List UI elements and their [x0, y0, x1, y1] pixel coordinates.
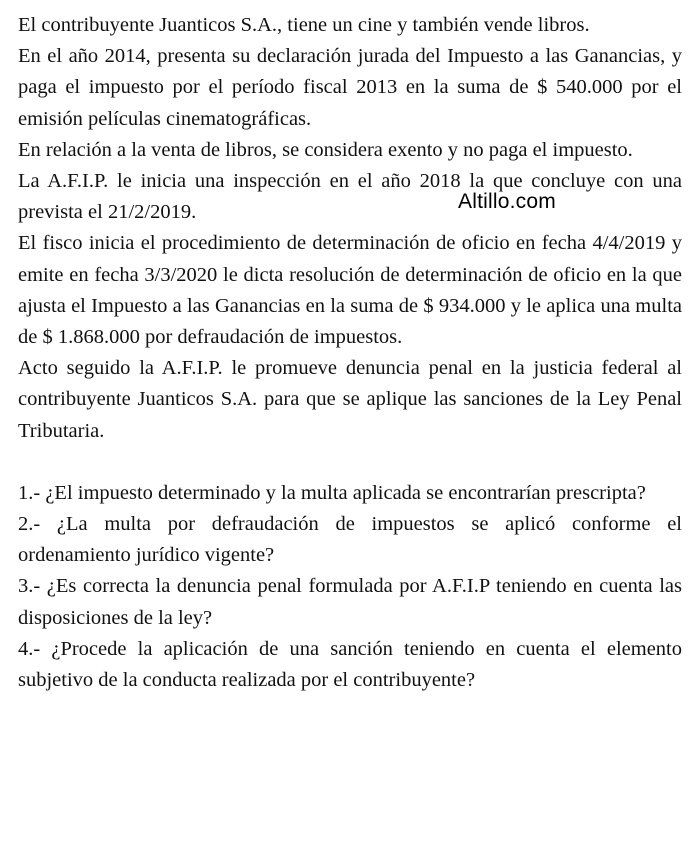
- paragraph-books-exempt: En relación a la venta de libros, se considera exento y no paga el impuesto.: [18, 138, 633, 161]
- question-3: 3.- ¿Es correcta la denuncia penal formulada por A.F.I.P teniendo en cuenta las disposiciones de la ley?: [18, 575, 682, 629]
- question-1: 1.- ¿El impuesto determinado y la multa aplicada se encontrarían prescripta?: [18, 481, 646, 504]
- question-2: 2.- ¿La multa por defraudación de impuestos se aplicó conforme el ordenamiento jurídico vigente?: [18, 513, 682, 567]
- paragraph-declaration: En el año 2014, presenta su declaración jurada del Impuesto a las Ganancias, y paga el impuesto por el período fiscal 2013 en la suma de $ 540.000 por el emisión películas cinematográficas.: [18, 45, 682, 130]
- paragraph-determination: El fisco inicia el procedimiento de determinación de oficio en fecha 4/4/2019 y emite en fecha 3/3/2020 le dicta resolución de determinación de oficio en la que ajusta el Impuesto a las Ganancias en la suma de $ 934.000 y le aplica una multa de $ 1.868.000 por defraudación de impuestos.: [18, 232, 682, 349]
- paragraph-inspection: La A.F.I.P. le inicia una inspección en el año 2018 la que concluye con una prevista el 21/2/2019.: [18, 170, 682, 224]
- section-spacer: [18, 447, 682, 478]
- paragraph-intro: El contribuyente Juanticos S.A., tiene un cine y también vende libros.: [18, 14, 590, 36]
- question-4: 4.- ¿Procede la aplicación de una sanción teniendo en cuenta el elemento subjetivo de la conducta realizada por el contribuyente?: [18, 637, 682, 692]
- watermark-logo: Altillo.com: [458, 190, 556, 213]
- document-body: [18, 10, 682, 696]
- paragraph-criminal-complaint: Acto seguido la A.F.I.P. le promueve denuncia penal en la justicia federal al contribuyente Juanticos S.A. para que se aplique las sanciones de la Ley Penal Tributaria.: [18, 357, 682, 442]
